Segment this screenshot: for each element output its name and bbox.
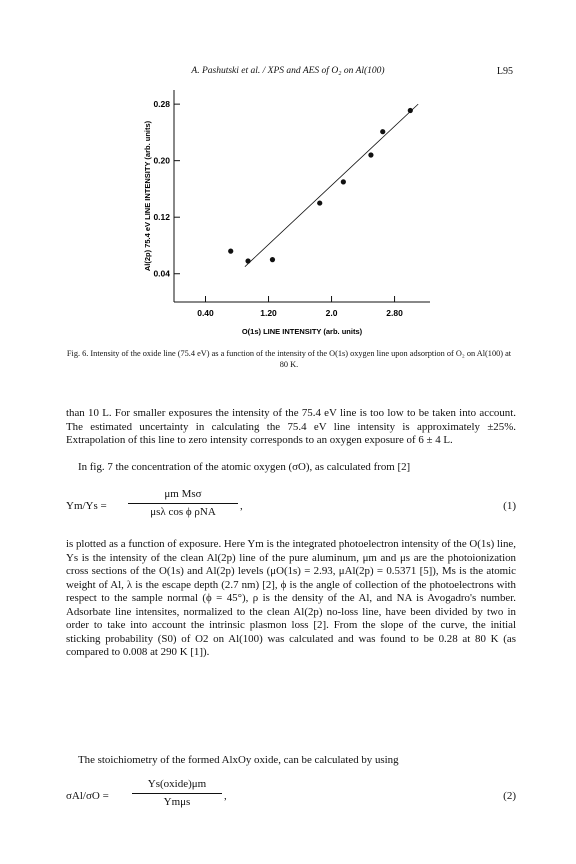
paragraph-3: is plotted as a function of exposure. Here Ym is the integrated photoelectron intensity of the O(1s) line, Ys is the intensity of the clean Al(2p) line of the pure aluminum, μm and μs are the photoionization cross sections of the O(1s) and Al(2p) levels (μO(1s) = 2.93, μAl(2p) = 0.5371 [5]), Ms is the atomic weight of Al, λ is the escape depth (2.7 nm) [2], ϕ is the angle of collection of the photoelectrons with respect to the sample normal (ϕ = 45°), ρ is the density of the Al, and NA is Avogadro's number. Adsorbate line intensites, normalized to the clean Al(2p) no-loss line, have been divided by two in order to take into account the intrinsic plasmon loss [2]. From the slope of the curve, the initial sticking probability (S0) of O2 on Al(100) was calculated and was found to be 0.28 at 80 K (as compared to 0.008 at 290 K [1]). [66,538,516,658]
x-tick-label: 2.0 [325,308,338,318]
eq1-lhs: Ym/Ys = [66,500,107,512]
x-tick-label: 2.80 [386,308,403,318]
x-axis-label: O(1s) LINE INTENSITY (arb. units) [241,327,363,336]
scatter-chart [138,84,438,346]
equation-1 [66,488,516,524]
data-point [341,179,346,184]
x-tick-label: 1.20 [260,308,277,318]
data-point [317,200,322,205]
eq1-numerator: μm Msσ [164,488,202,500]
y-tick-label: 0.20 [153,155,170,166]
data-point [228,249,233,254]
fit-line [245,104,418,267]
paragraph-2: In fig. 7 the concentration of the atomic oxygen (σO), as calculated from [2] [78,461,411,473]
eq1-number: (1) [503,500,516,512]
running-title: A. Pashutski et al. / XPS and AES of O₂ on Al(100) [191,66,385,76]
figure-caption: Fig. 6. Intensity of the oxide line (75.4 eV) as a function of the intensity of the O(1s) oxygen line upon adsorption of O₂ on Al(100) at 80 K. [66,349,512,369]
y-tick-label: 0.28 [153,99,170,110]
data-point [380,129,385,134]
eq2-trail: , [224,790,227,802]
eq2-number: (2) [503,790,516,802]
paragraph-1: than 10 L. For smaller exposures the intensity of the 75.4 eV line is too low to be taken into account. The estimated uncertainty in calculating the 75.4 eV line intensity is approximately ±25%. Extrapolation of this line to zero intensity corresponds to an oxygen exposure of 6 ± 4 L. [66,407,516,446]
eq2-denominator: Ymμs [163,796,191,808]
eq1-trail: , [240,500,243,512]
x-tick-label: 0.40 [197,308,214,318]
y-axis-label: Al(2p) 75.4 eV LINE INTENSITY (arb. units) [143,120,152,272]
y-tick-label: 0.04 [153,268,170,279]
eq2-numerator: Ys(oxide)μm [147,778,207,790]
data-point [408,108,413,113]
y-tick-label: 0.12 [153,212,170,223]
data-point [270,257,275,262]
equation-2 [66,778,516,814]
data-point [368,152,373,157]
paragraph-4: The stoichiometry of the formed AlxOy oxide, can be calculated by using [78,754,399,766]
eq2-lhs: σAl/σO = [66,790,109,802]
data-point [245,258,250,263]
page-number: L95 [496,66,513,77]
eq1-denominator: μsλ cos ϕ ρNA [150,506,216,518]
